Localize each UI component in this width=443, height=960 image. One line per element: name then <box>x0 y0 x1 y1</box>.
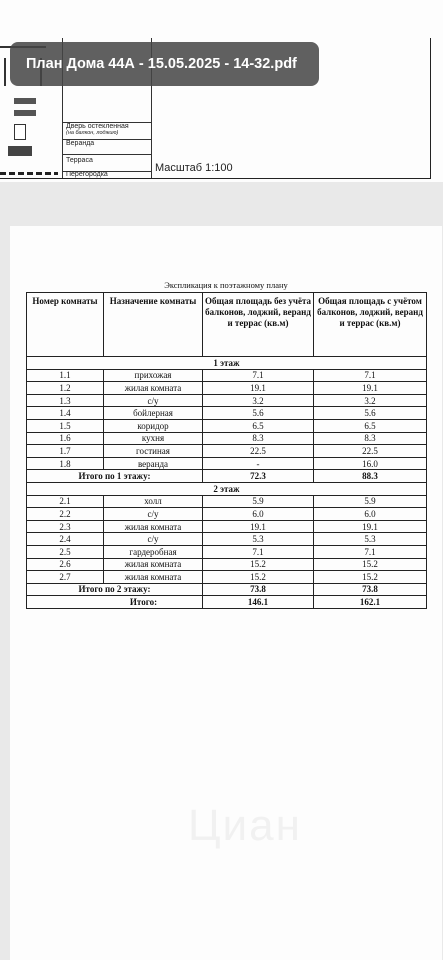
explication-table <box>26 292 427 609</box>
room-number-cell: 1.6 <box>27 432 104 445</box>
area-with-cell: 15.2 <box>314 558 427 571</box>
room-purpose-cell: бойлерная <box>104 407 203 420</box>
room-number-cell: 2.4 <box>27 533 104 546</box>
area-without-cell: 5.9 <box>203 495 314 508</box>
plan-page <box>0 0 443 182</box>
area-without-cell: 8.3 <box>203 432 314 445</box>
area-without-cell: 7.1 <box>203 545 314 558</box>
floor-total-without: 72.3 <box>203 470 314 483</box>
room-purpose-cell: кухня <box>104 432 203 445</box>
legend-label: Перегородка <box>66 171 108 178</box>
room-purpose-cell: жилая комната <box>104 571 203 584</box>
area-with-cell: 19.1 <box>314 382 427 395</box>
room-number-cell: 2.6 <box>27 558 104 571</box>
area-without-cell: 7.1 <box>203 369 314 382</box>
area-without-cell: 5.6 <box>203 407 314 420</box>
header-room-purpose: Назначение комнаты <box>104 293 203 357</box>
room-purpose-cell: жилая комната <box>104 382 203 395</box>
header-area-with: Общая площадь с учётом балконов, лоджий, веранд и террас (кв.м) <box>314 293 427 357</box>
table-row <box>27 508 427 521</box>
legend-label: Терраса <box>66 157 93 164</box>
floor-total-row <box>27 583 427 596</box>
table-row <box>27 445 427 458</box>
scale-label: Масштаб 1:100 <box>155 162 233 174</box>
floor-total-label: Итого по 2 этажу: <box>27 583 203 596</box>
area-with-cell: 7.1 <box>314 369 427 382</box>
grand-total-with: 162.1 <box>314 596 427 609</box>
room-purpose-cell: гостиная <box>104 445 203 458</box>
explication-page <box>10 226 442 960</box>
room-purpose-cell: холл <box>104 495 203 508</box>
area-without-cell: 5.3 <box>203 533 314 546</box>
floor-total-label: Итого по 1 этажу: <box>27 470 203 483</box>
floor-total-with: 88.3 <box>314 470 427 483</box>
area-without-cell: 15.2 <box>203 558 314 571</box>
floor-section-title: 2 этаж <box>27 482 427 495</box>
area-with-cell: 22.5 <box>314 445 427 458</box>
table-row <box>27 457 427 470</box>
legend-partition <box>63 171 151 178</box>
room-number-cell: 1.3 <box>27 394 104 407</box>
legend-note: (на балкон, лоджию) <box>66 130 119 136</box>
area-with-cell: 6.0 <box>314 508 427 521</box>
legend-terrace <box>63 154 151 171</box>
room-purpose-cell: гардеробная <box>104 545 203 558</box>
pdf-file-chip[interactable] <box>10 42 319 86</box>
header-room-number: Номер комнаты <box>27 293 104 357</box>
legend-label: Дверь остекленная <box>66 123 129 130</box>
table-header-row <box>27 293 427 357</box>
area-with-cell: 3.2 <box>314 394 427 407</box>
grand-total-label: Итого: <box>27 596 203 609</box>
table-row <box>27 369 427 382</box>
room-purpose-cell: жилая комната <box>104 520 203 533</box>
area-without-cell: 15.2 <box>203 571 314 584</box>
table-row <box>27 407 427 420</box>
room-number-cell: 2.3 <box>27 520 104 533</box>
room-number-cell: 1.4 <box>27 407 104 420</box>
header-area-without: Общая площадь без учёта балконов, лоджий, веранд и террас (кв.м) <box>203 293 314 357</box>
room-purpose-cell: прихожая <box>104 369 203 382</box>
area-with-cell: 19.1 <box>314 520 427 533</box>
table-row <box>27 432 427 445</box>
grand-total-without: 146.1 <box>203 596 314 609</box>
room-purpose-cell: с/у <box>104 394 203 407</box>
room-purpose-cell: с/у <box>104 508 203 521</box>
floor-section-row <box>27 482 427 495</box>
table-body <box>27 357 427 609</box>
grand-total-row <box>27 596 427 609</box>
pdf-file-title: План Дома 44А - 15.05.2025 - 14-32.pdf <box>26 56 297 72</box>
area-without-cell: 6.0 <box>203 508 314 521</box>
area-without-cell: 19.1 <box>203 382 314 395</box>
floor-section-title: 1 этаж <box>27 357 427 370</box>
area-with-cell: 8.3 <box>314 432 427 445</box>
room-number-cell: 1.2 <box>27 382 104 395</box>
room-number-cell: 2.2 <box>27 508 104 521</box>
floor-total-without: 73.8 <box>203 583 314 596</box>
room-purpose-cell: с/у <box>104 533 203 546</box>
room-number-cell: 1.5 <box>27 419 104 432</box>
table-row <box>27 533 427 546</box>
room-number-cell: 1.8 <box>27 457 104 470</box>
area-without-cell: 3.2 <box>203 394 314 407</box>
room-purpose-cell: веранда <box>104 457 203 470</box>
table-title: Экспликация к поэтажному плану <box>164 280 288 290</box>
area-with-cell: 5.9 <box>314 495 427 508</box>
watermark: Циан <box>188 801 302 850</box>
area-with-cell: 6.5 <box>314 419 427 432</box>
floor-section-row <box>27 357 427 370</box>
floor-total-with: 73.8 <box>314 583 427 596</box>
room-number-cell: 2.1 <box>27 495 104 508</box>
table-row <box>27 495 427 508</box>
legend-label: Веранда <box>66 140 95 147</box>
table-row <box>27 520 427 533</box>
area-with-cell: 16.0 <box>314 457 427 470</box>
table-row <box>27 382 427 395</box>
room-number-cell: 2.5 <box>27 545 104 558</box>
area-without-cell: 22.5 <box>203 445 314 458</box>
area-without-cell: 19.1 <box>203 520 314 533</box>
table-row <box>27 545 427 558</box>
legend-veranda <box>63 139 151 154</box>
room-purpose-cell: коридор <box>104 419 203 432</box>
area-with-cell: 15.2 <box>314 571 427 584</box>
room-purpose-cell: жилая комната <box>104 558 203 571</box>
table-row <box>27 571 427 584</box>
table-row <box>27 419 427 432</box>
room-number-cell: 2.7 <box>27 571 104 584</box>
room-number-cell: 1.7 <box>27 445 104 458</box>
legend-glazed-door <box>63 122 151 139</box>
table-row <box>27 394 427 407</box>
area-with-cell: 7.1 <box>314 545 427 558</box>
area-without-cell: 6.5 <box>203 419 314 432</box>
area-with-cell: 5.6 <box>314 407 427 420</box>
floor-total-row <box>27 470 427 483</box>
table-row <box>27 558 427 571</box>
area-with-cell: 5.3 <box>314 533 427 546</box>
room-number-cell: 1.1 <box>27 369 104 382</box>
area-without-cell: - <box>203 457 314 470</box>
